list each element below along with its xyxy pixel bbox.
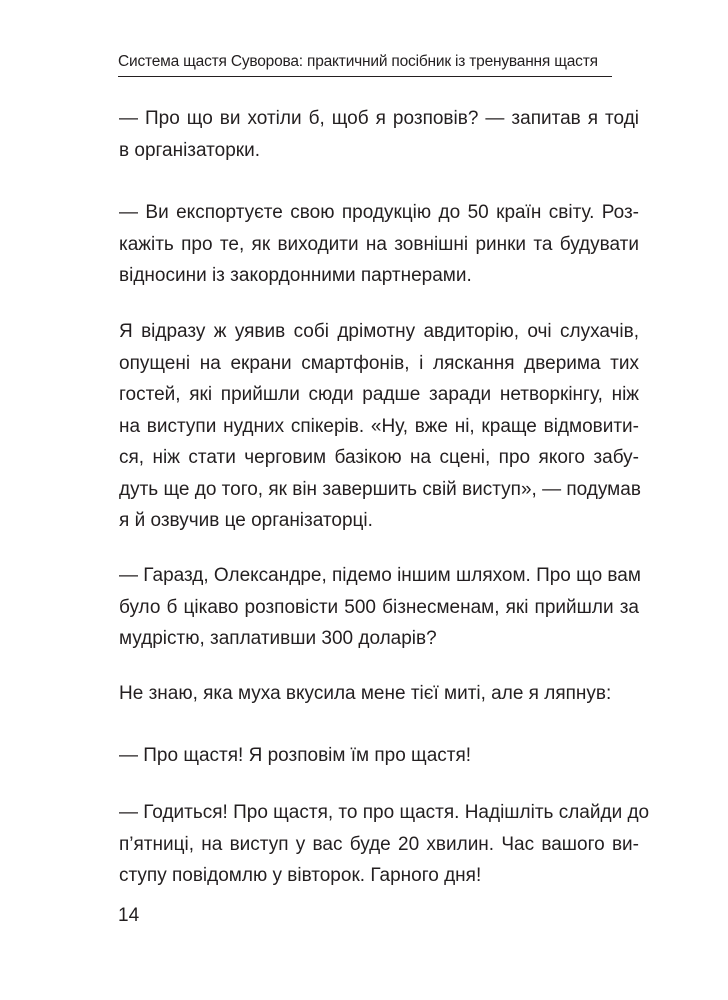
page-number: 14 (118, 905, 140, 926)
text-line: мудрістю, заплативши 300 доларів? (119, 628, 437, 649)
text-line: ступу повідомлю у вівторок. Гарного дня! (119, 865, 482, 886)
text-line: — Ви експортуєте свою продукцію до 50 країн світу. Роз- (119, 202, 639, 223)
text-line: опущені на екрани смартфонів, і ляскання дверима тих (119, 352, 639, 374)
header-rule (118, 76, 612, 77)
paragraph-2 (119, 197, 639, 292)
text-line: — Про щастя! Я розповім їм про щастя! (119, 745, 472, 766)
text-line: гостей, які прийшли сюди радше заради нетворкінгу, ніж (119, 384, 639, 405)
text-line: я й озвучив це організаторці. (119, 510, 373, 531)
text-line: — Гаразд, Олександре, підемо іншим шляхом. Про що вам (119, 565, 641, 586)
paragraph-4 (119, 560, 639, 655)
running-header: Система щастя Суворова: практичний посібник із тренування щастя (118, 53, 598, 70)
paragraph-6 (119, 740, 639, 772)
paragraph-7 (119, 797, 650, 892)
text-line: — Про що ви хотіли б, щоб я розповів? — запитав я тоді (119, 108, 639, 129)
text-line: дуть ще до того, як він завершить свій виступ», — подумав (119, 478, 641, 500)
text-line: кажіть про те, як виходити на зовнішні ринки та будувати (119, 233, 639, 255)
text-line: Я відразу ж уявив собі дрімотну авдиторію, очі слухачів, (119, 321, 639, 342)
paragraph-3 (119, 316, 639, 537)
text-line: на виступи нудних спікерів. «Ну, вже ні, краще відмовити- (119, 415, 639, 437)
text-line: відносини із закордонними партнерами. (119, 265, 472, 286)
text-line: в організаторки. (119, 139, 260, 161)
text-line: ся, ніж стати черговим базікою на сцені, про якого забу- (119, 447, 639, 468)
text-line: — Годиться! Про щастя, то про щастя. Надішліть слайди до (119, 802, 650, 823)
text-line: п’ятниці, на виступ у вас буде 20 хвилин. Час вашого ви- (119, 833, 639, 855)
text-line: Не знаю, яка муха вкусила мене тієї миті, але я ляпнув: (119, 683, 612, 704)
text-line: було б цікаво розповісти 500 бізнесменам, які прийшли за (119, 596, 639, 618)
paragraph-1 (119, 103, 639, 166)
paragraph-5 (119, 678, 639, 710)
